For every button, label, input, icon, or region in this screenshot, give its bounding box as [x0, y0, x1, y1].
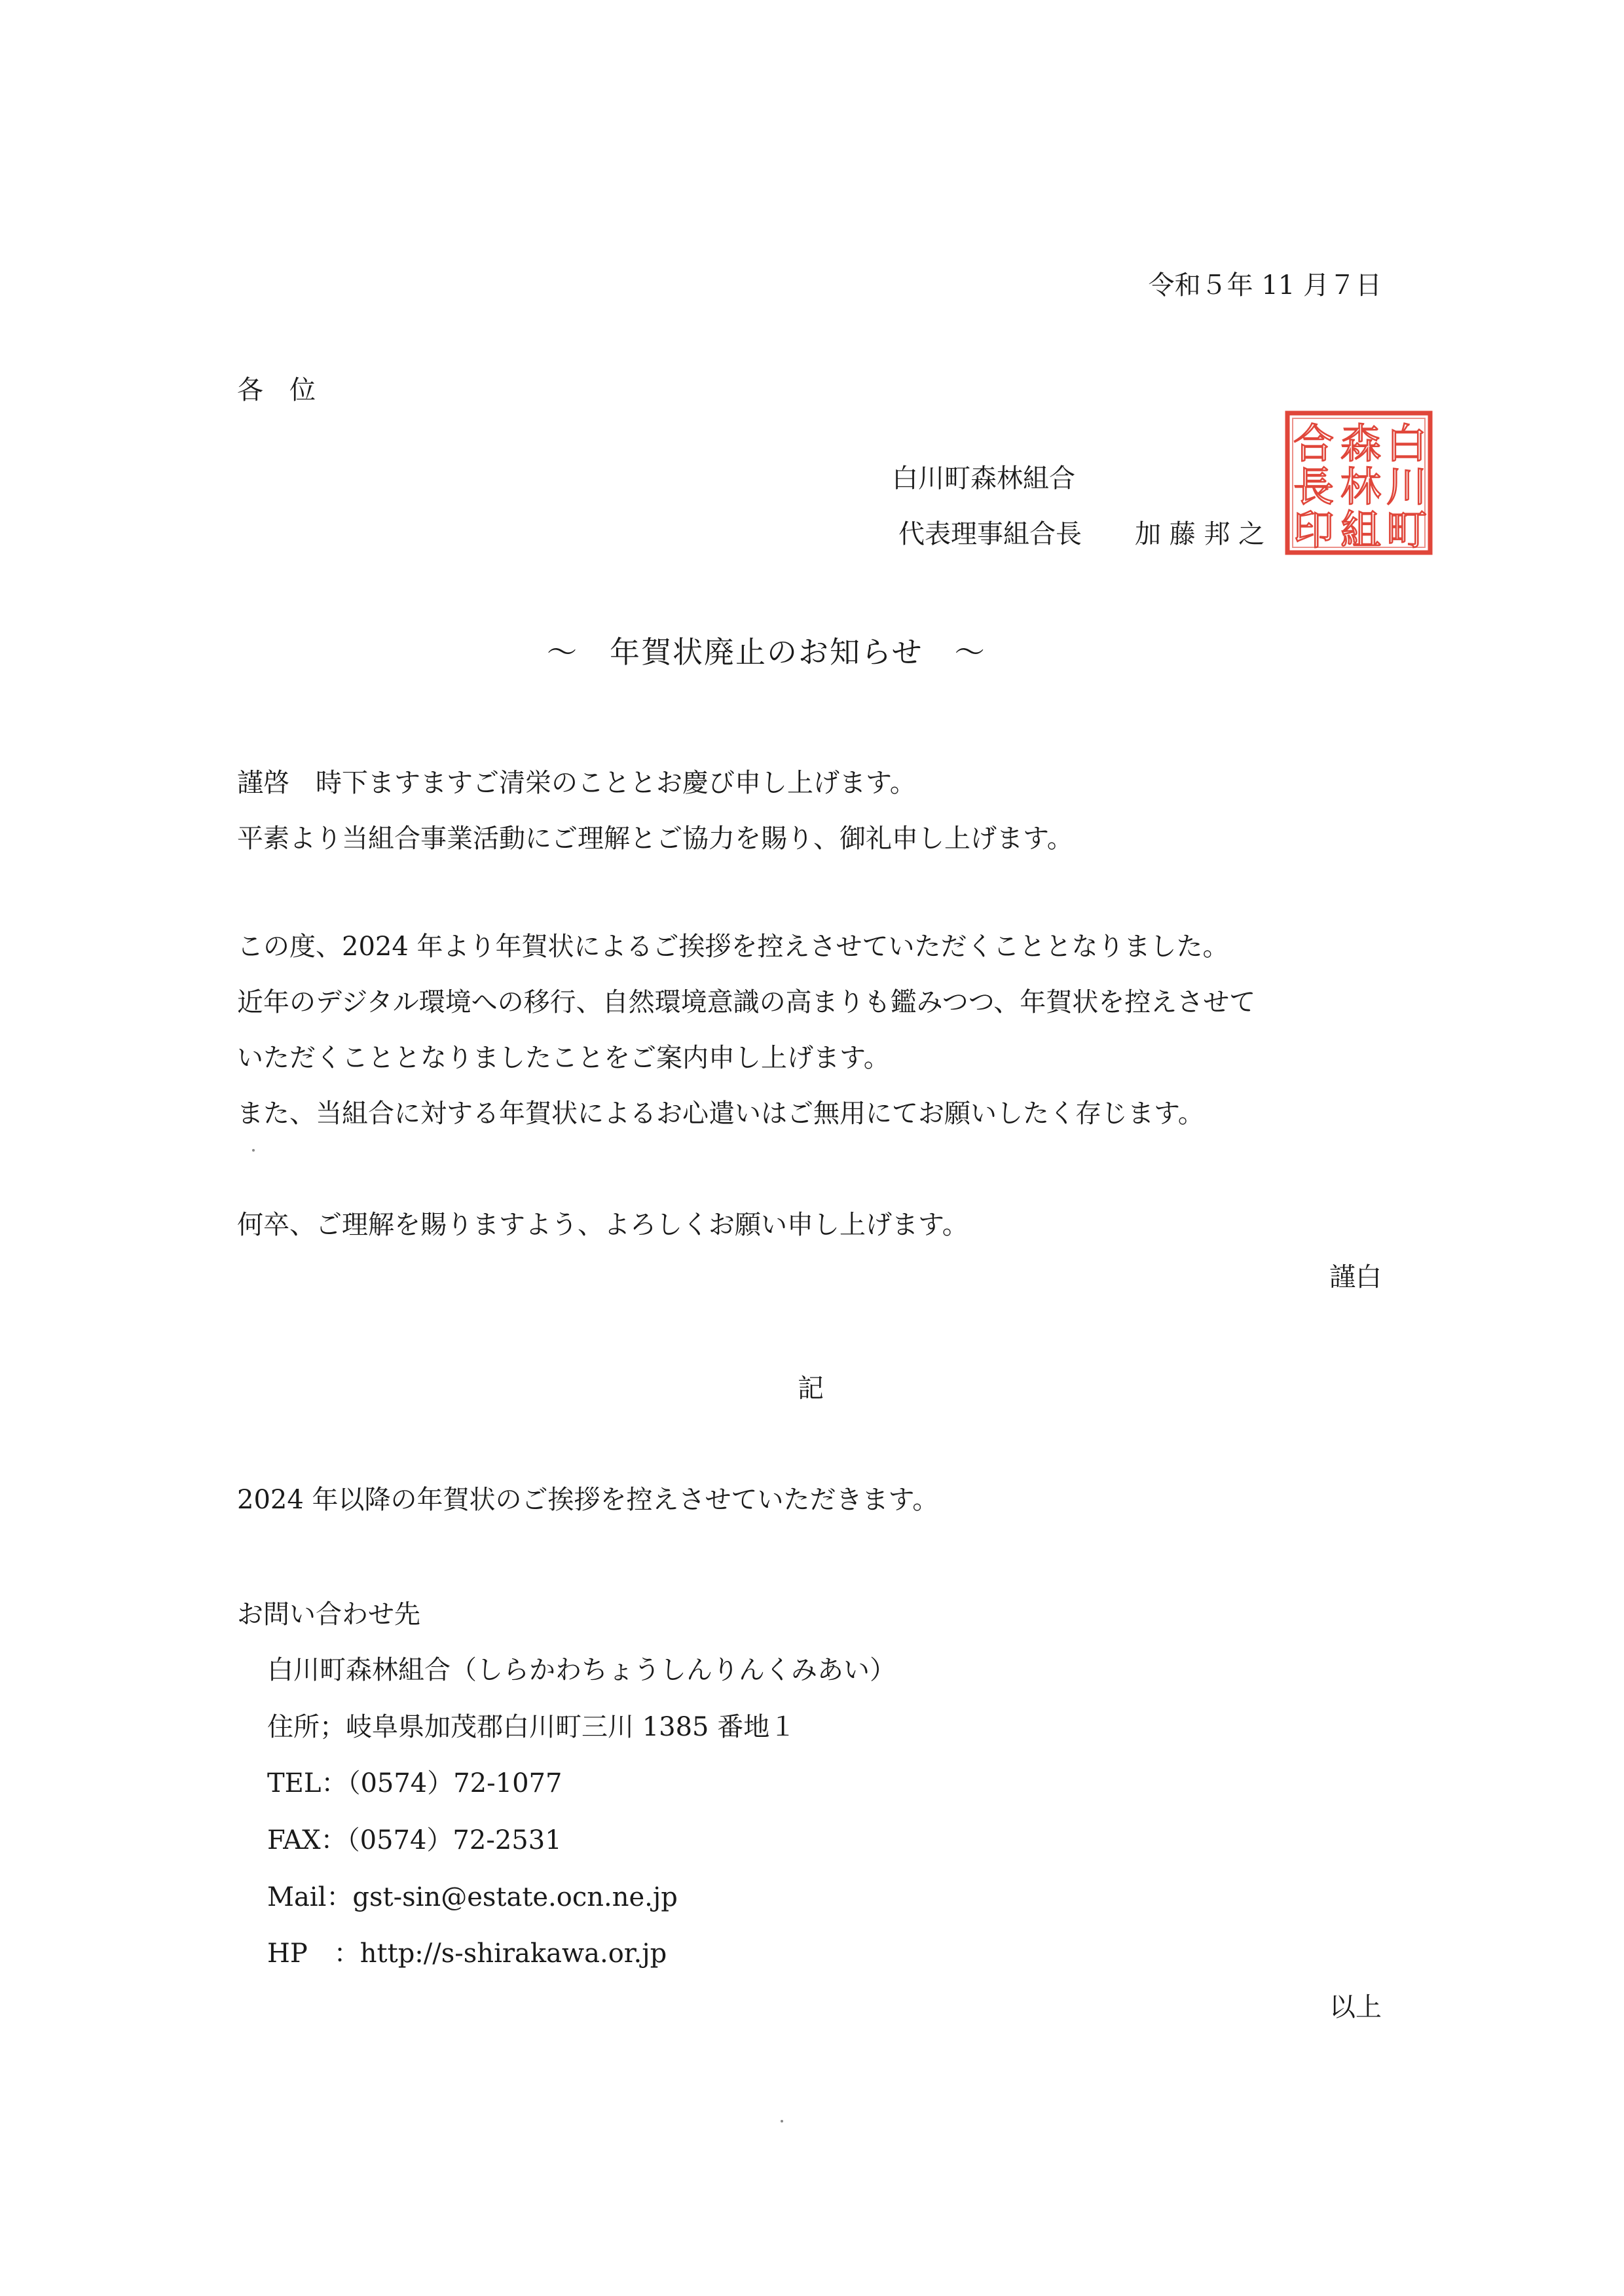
notice-title: ～ 年賀状廃止のお知らせ ～	[547, 634, 986, 670]
record-heading: 記	[798, 1374, 824, 1404]
document-date: 令和５年 11 月７日	[1148, 270, 1382, 301]
svg-text:印: 印	[1293, 506, 1335, 554]
official-seal-stamp	[1283, 409, 1434, 556]
svg-text:町: 町	[1386, 506, 1428, 554]
contact-mail: Mail：gst-sin@estate.ocn.ne.jp	[267, 1882, 678, 1912]
svg-text:組: 組	[1340, 506, 1382, 554]
contact-tel: TEL：（0574）72-1077	[267, 1768, 563, 1798]
closing-word: 謹白	[1329, 1262, 1382, 1292]
request-line: 何卒、ご理解を賜りますよう、よろしくお願い申し上げます。	[237, 1210, 969, 1240]
scan-speck	[252, 1149, 255, 1152]
sender-organization: 白川町森林組合	[892, 464, 1075, 494]
svg-text:森: 森	[1340, 420, 1382, 467]
notice-line-2: 近年のデジタル環境への移行、自然環境意識の高まりも鑑みつつ、年賀状を控えさせて	[237, 987, 1256, 1017]
contact-heading: お問い合わせ先	[237, 1599, 420, 1630]
notice-line-4: また、当組合に対する年賀状によるお心遣いはご無用にてお願いしたく存じます。	[237, 1099, 1204, 1129]
contact-address: 住所；岐阜県加茂郡白川町三川 1385 番地１	[267, 1712, 796, 1742]
svg-text:川: 川	[1386, 463, 1428, 511]
sender-name: 加 藤 邦 之	[1135, 519, 1265, 549]
record-statement: 2024 年以降の年賀状のご挨拶を控えさせていただきます。	[237, 1485, 939, 1515]
scan-speck	[781, 2120, 783, 2123]
svg-text:林: 林	[1340, 463, 1382, 511]
addressee: 各 位	[237, 375, 316, 405]
notice-line-3: いただくこととなりましたことをご案内申し上げます。	[237, 1043, 890, 1073]
notice-line-1: この度、2024 年より年賀状によるご挨拶を控えさせていただくこととなりました。	[237, 932, 1229, 962]
contact-fax: FAX：（0574）72-2531	[267, 1825, 562, 1855]
greeting-line-2: 平素より当組合事業活動にご理解とご協力を賜り、御礼申し上げます。	[237, 824, 1073, 854]
svg-text:白: 白	[1386, 420, 1428, 467]
svg-text:合: 合	[1293, 420, 1335, 467]
contact-homepage: HP ：http://s-shirakawa.or.jp	[267, 1939, 667, 1969]
svg-text:長: 長	[1293, 463, 1335, 511]
greeting-line-1: 謹啓 時下ますますご清栄のこととお慶び申し上げます。	[237, 768, 916, 798]
end-mark: 以上	[1329, 1992, 1382, 2022]
sender-title: 代表理事組合長	[898, 519, 1082, 549]
contact-organization: 白川町森林組合（しらかわちょうしんりんくみあい）	[267, 1655, 896, 1685]
